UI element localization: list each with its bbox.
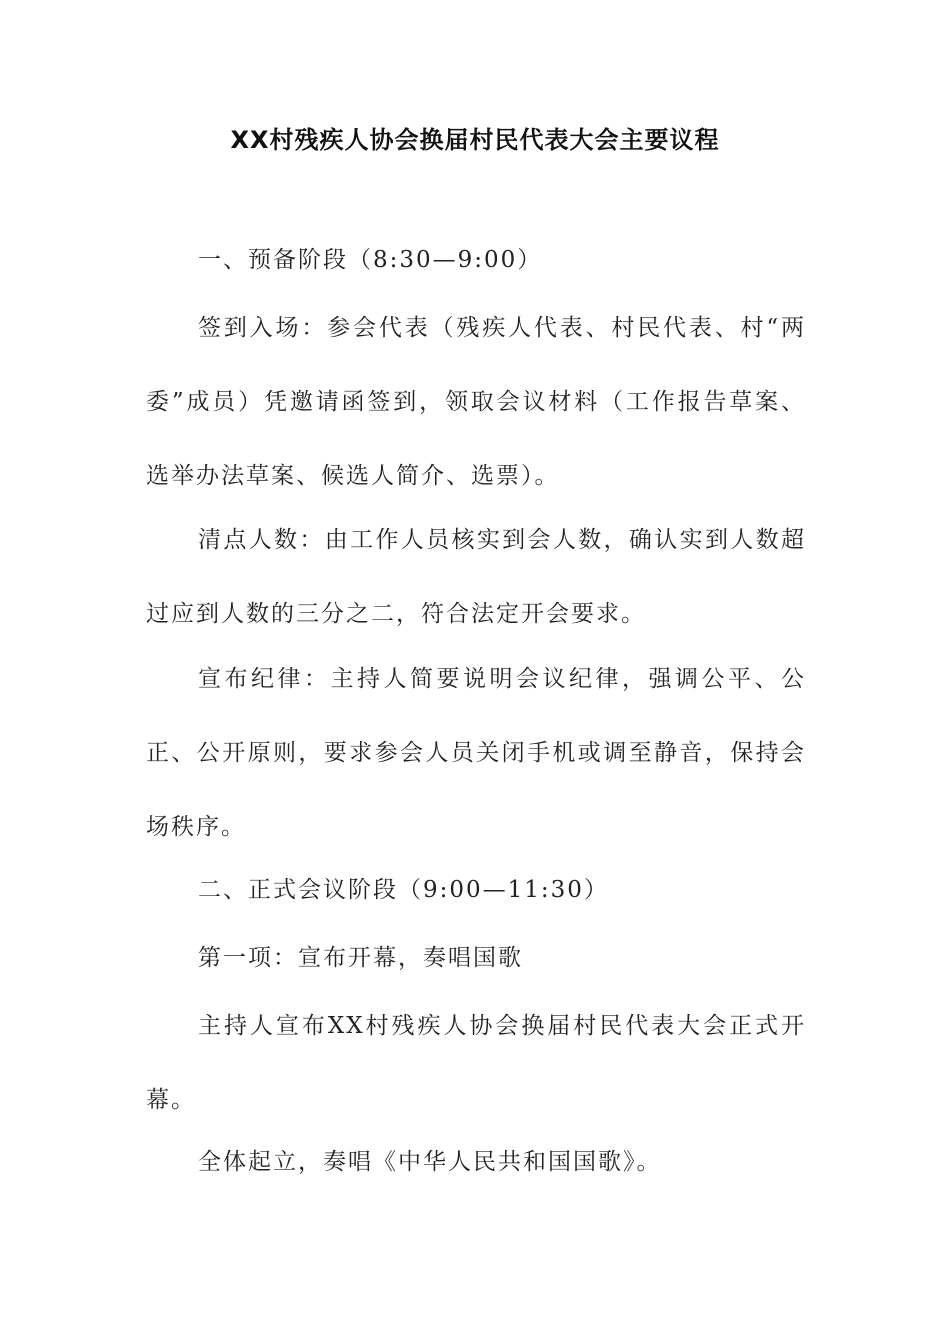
paragraph-opening-announcement: 主持人宣布XX村残疾人协会换届村民代表大会正式开幕。	[146, 1013, 806, 1113]
paragraph-sign-in: 签到入场：参会代表（残疾人代表、村民代表、村“两委”成员）凭邀请函签到，领取会议材料（工作报告草案、选举办法草案、候选人简介、选票）。	[146, 315, 806, 489]
item-heading-opening: 第一项：宣布开幕，奏唱国歌	[198, 945, 523, 971]
paragraph-national-anthem: 全体起立，奏唱《中华人民共和国国歌》。	[198, 1149, 662, 1175]
section-heading-formal-meeting: 二、正式会议阶段（9:00—11:30）	[198, 877, 609, 903]
section-heading-preparation: 一、预备阶段（8:30—9:00）	[198, 247, 543, 273]
paragraph-headcount: 清点人数：由工作人员核实到会人数，确认实到人数超过应到人数的三分之二，符合法定开会要求。	[146, 527, 806, 627]
paragraph-discipline: 宣布纪律：主持人简要说明会议纪律，强调公平、公正、公开原则，要求参会人员关闭手机或调至静音，保持会场秩序。	[146, 666, 806, 840]
document-title: XX村残疾人协会换届村民代表大会主要议程	[230, 126, 720, 154]
